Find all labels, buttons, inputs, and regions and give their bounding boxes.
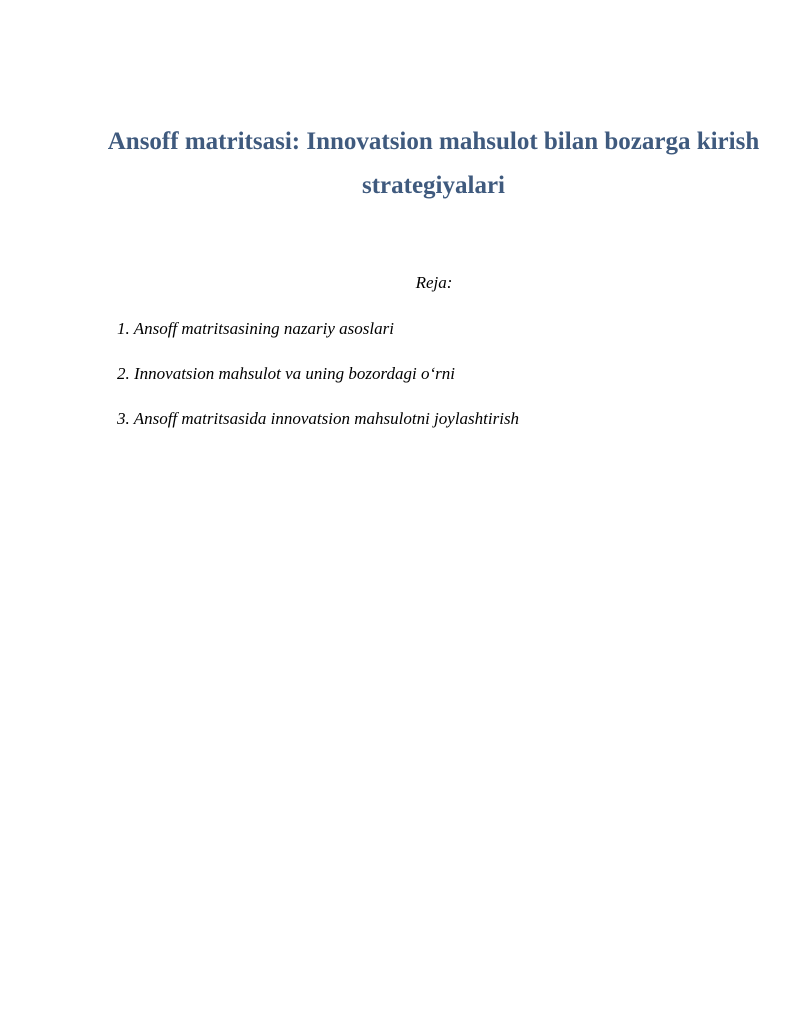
plan-item-2: 2. Innovatsion mahsulot va uning bozordagi o‘rni	[117, 364, 455, 383]
plan-heading: Reja:	[415, 273, 453, 292]
plan-list	[117, 318, 519, 453]
document-title: Ansoff matritsasi: Innovatsion mahsulot bilan bozarga kirish strategiyalari	[107, 128, 760, 199]
plan-item-3: 3. Ansoff matritsasida innovatsion mahsulotni joylashtirish	[117, 409, 520, 428]
plan-item-1: 1. Ansoff matritsasining nazariy asoslari	[117, 319, 394, 338]
